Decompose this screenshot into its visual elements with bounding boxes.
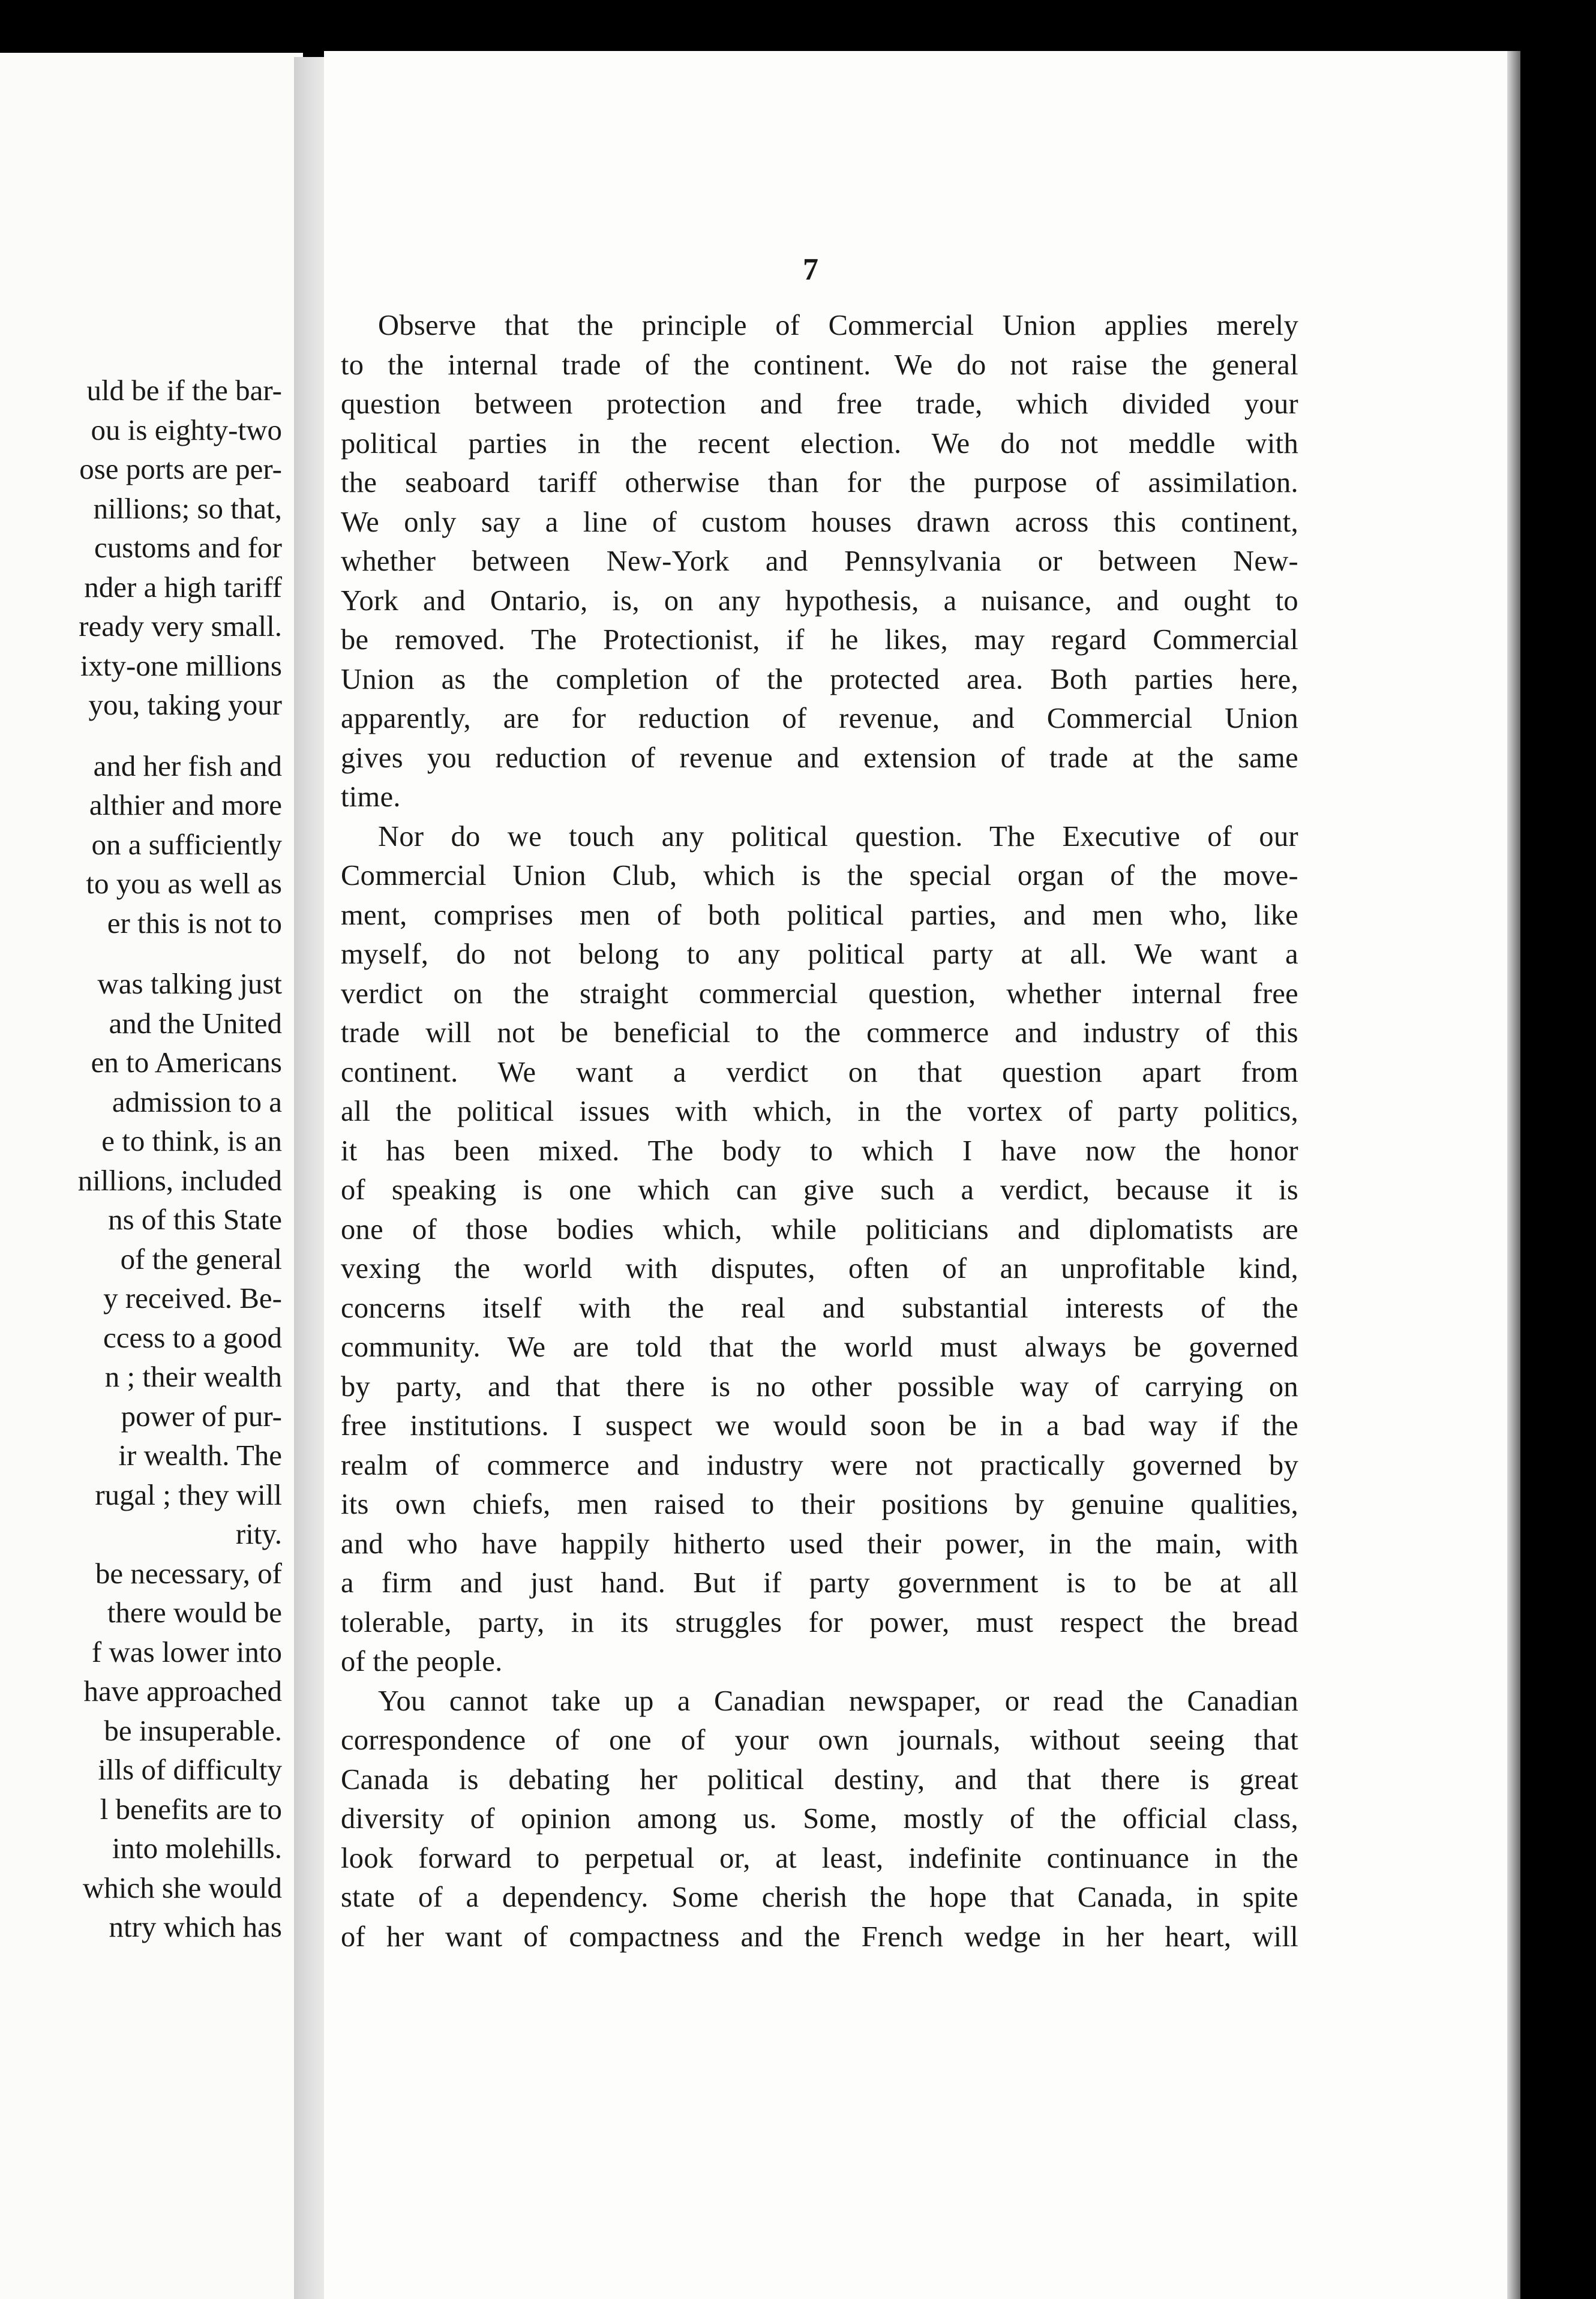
page-number: 7 — [803, 253, 818, 287]
text-line: the seaboard tariff otherwise than for the purpose of assimilation. — [341, 467, 1298, 499]
text-line: tolerable, party, in its struggles for power, must respect the bread — [341, 1606, 1298, 1638]
facing-text-line: there would be — [107, 1596, 282, 1629]
facing-text-line: ntry which has — [109, 1910, 282, 1943]
text-line: Nor do we touch any political question. The Executive of our — [378, 820, 1298, 853]
text-line: question between protection and free trade, which divided your — [341, 388, 1298, 420]
text-line: look forward to perpetual or, at least, indefinite continuance in the — [341, 1842, 1298, 1874]
text-line: York and Ontario, is, on any hypothesis, a nuisance, and ought to — [341, 584, 1298, 617]
facing-text-line: was talking just — [97, 967, 282, 1000]
text-line: continent. We want a verdict on that question apart from — [341, 1056, 1298, 1088]
text-line: be removed. The Protectionist, if he likes, may regard Commercial — [341, 624, 1298, 656]
text-line: of the people. — [341, 1646, 503, 1677]
facing-text-line: er this is not to — [107, 906, 282, 940]
facing-text-line: of the general — [120, 1242, 282, 1275]
text-line: Commercial Union Club, which is the special organ of the move- — [341, 860, 1298, 892]
text-line: myself, do not belong to any political party at all. We want a — [341, 938, 1298, 970]
page-edge-shadow — [1507, 51, 1520, 2299]
facing-text-line: to you as well as — [86, 867, 282, 900]
text-line: of her want of compactness and the French wedge in her heart, will — [341, 1920, 1298, 1953]
text-line: political parties in the recent election. We do not meddle with — [341, 427, 1298, 460]
facing-text-line: y received. Be- — [103, 1281, 282, 1314]
text-line: whether between New-York and Pennsylvania or between New- — [341, 545, 1298, 577]
facing-text-line: uld be if the bar- — [86, 374, 282, 407]
facing-text-line: ccess to a good — [103, 1320, 282, 1354]
text-line: vexing the world with disputes, often of an unprofitable kind, — [341, 1253, 1298, 1284]
text-line: of speaking is one which can give such a verdict, because it is — [341, 1174, 1298, 1206]
facing-text-line: which she would — [82, 1871, 282, 1904]
text-line: Observe that the principle of Commercial Union applies merely — [378, 310, 1298, 341]
text-line: its own chiefs, men raised to their positions by genuine qualities, — [341, 1488, 1298, 1520]
text-line: free institutions. I suspect we would soon be in a bad way if the — [341, 1410, 1298, 1442]
facing-page-text — [0, 371, 282, 1947]
text-line: and who have happily hitherto used their power, in the main, with — [341, 1527, 1298, 1560]
body-text — [341, 306, 1298, 1956]
facing-text-line: power of pur- — [121, 1399, 282, 1433]
facing-text-line: into molehills. — [112, 1832, 282, 1865]
facing-text-line: ir wealth. The — [118, 1439, 282, 1472]
text-line: by party, and that there is no other possible way of carrying on — [341, 1370, 1298, 1403]
facing-text-line: be insuperable. — [104, 1713, 282, 1747]
text-line: We only say a line of custom houses drawn across this continent, — [341, 506, 1298, 538]
text-line: one of those bodies which, while politicians and diplomatists are — [341, 1213, 1298, 1245]
facing-text-line: ready very small. — [79, 610, 282, 643]
paragraph-gap — [0, 725, 282, 746]
text-line: community. We are told that the world must always be governed — [341, 1331, 1298, 1363]
facing-page-left — [0, 53, 303, 2299]
text-line: trade will not be beneficial to the commerce and industry of this — [341, 1017, 1298, 1049]
facing-text-line: en to Americans — [91, 1046, 282, 1079]
facing-text-line: be necessary, of — [95, 1556, 282, 1590]
facing-text-line: nillions, included — [77, 1163, 282, 1197]
text-line: apparently, are for reduction of revenue, and Commercial Union — [341, 703, 1298, 734]
text-line: time. — [341, 781, 401, 813]
facing-text-line: ills of difficulty — [98, 1753, 282, 1786]
facing-text-line: ose ports are per- — [79, 452, 282, 485]
facing-text-line: admission to a — [112, 1085, 282, 1118]
text-line: correspondence of one of your own journals, without seeing that — [341, 1724, 1298, 1756]
facing-text-line: rity. — [235, 1517, 282, 1550]
text-line: all the political issues with which, in the vortex of party politics, — [341, 1096, 1298, 1127]
facing-text-line: and her fish and — [93, 749, 282, 782]
facing-text-line: nillions; so that, — [93, 491, 282, 525]
text-line: You cannot take up a Canadian newspaper, or read the Canadian — [378, 1685, 1298, 1717]
text-line: verdict on the straight commercial question, whether internal free — [341, 977, 1298, 1010]
text-line: Canada is debating her political destiny, and that there is great — [341, 1763, 1298, 1796]
text-line: diversity of opinion among us. Some, mostly of the official class, — [341, 1803, 1298, 1835]
facing-text-line: althier and more — [89, 788, 282, 821]
text-line: to the internal trade of the continent. We do not raise the general — [341, 349, 1298, 381]
facing-text-line: e to think, is an — [101, 1124, 282, 1157]
facing-text-line: n ; their wealth — [104, 1360, 282, 1393]
facing-text-line: ns of this State — [108, 1203, 282, 1236]
facing-text-line: and the United — [109, 1006, 282, 1040]
facing-text-line: ixty-one millions — [80, 649, 282, 682]
text-line: gives you reduction of revenue and extension of trade at the same — [341, 742, 1298, 774]
facing-text-line: on a sufficiently — [91, 827, 282, 861]
facing-text-line: nder a high tariff — [84, 570, 282, 604]
text-line: realm of commerce and industry were not practically governed by — [341, 1449, 1298, 1481]
facing-text-line: customs and for — [94, 531, 282, 564]
facing-text-line: ou is eighty-two — [91, 413, 282, 446]
facing-text-line: f was lower into — [91, 1635, 282, 1668]
facing-text-line: you, taking your — [88, 688, 282, 721]
text-line: concerns itself with the real and substantial interests of the — [341, 1292, 1298, 1324]
facing-text-line: have approached — [83, 1674, 282, 1707]
text-line: a firm and just hand. But if party government is to be at all — [341, 1567, 1298, 1599]
facing-text-line: l benefits are to — [100, 1792, 282, 1826]
text-line: ment, comprises men of both political parties, and men who, like — [341, 899, 1298, 931]
text-line: it has been mixed. The body to which I have now the honor — [341, 1135, 1298, 1167]
facing-text-line: rugal ; they will — [95, 1478, 282, 1511]
text-line: Union as the completion of the protected area. Both parties here, — [341, 663, 1298, 695]
paragraph-gap — [0, 943, 282, 964]
text-line: state of a dependency. Some cherish the hope that Canada, in spite — [341, 1881, 1298, 1913]
